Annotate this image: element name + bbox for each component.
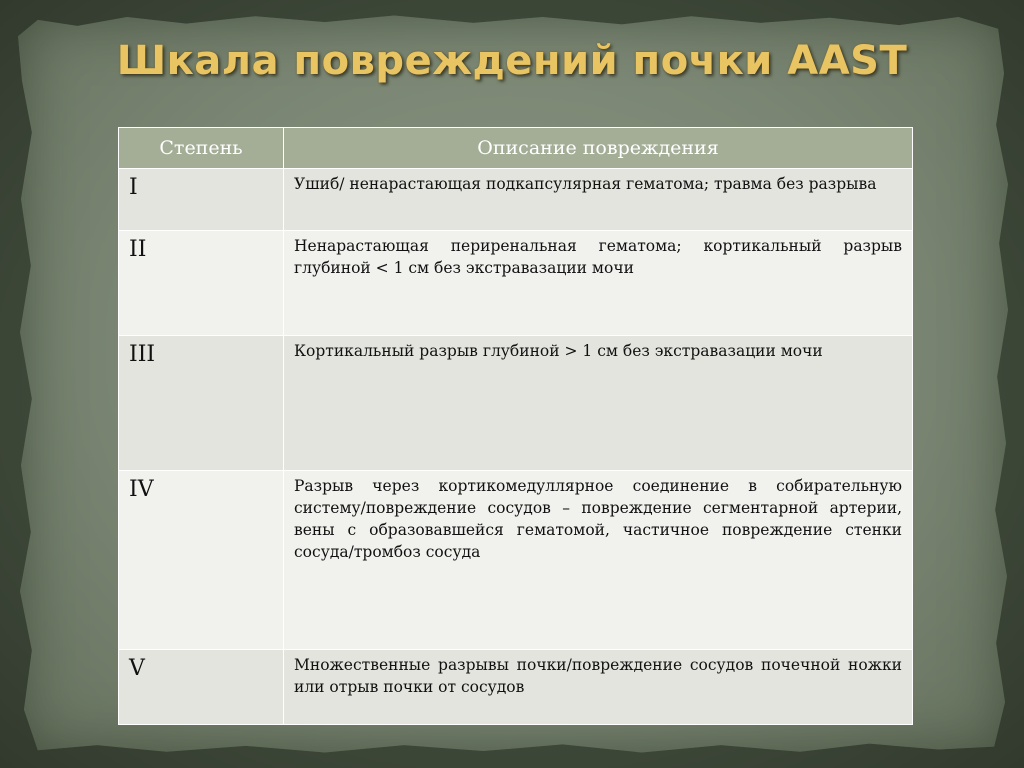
header-description: Описание повреждения xyxy=(284,128,913,169)
description-cell: Ненарастающая периренальная гематома; кортикальный разрыв глубиной < 1 см без экстравазации мочи xyxy=(284,231,913,336)
aast-grade-table xyxy=(118,127,913,725)
table-header-row xyxy=(119,128,913,169)
table-row xyxy=(119,471,913,650)
header-grade: Степень xyxy=(119,128,284,169)
grade-cell: I xyxy=(119,169,284,231)
grade-cell: II xyxy=(119,231,284,336)
description-cell: Ушиб/ ненарастающая подкапсулярная гематома; травма без разрыва xyxy=(284,169,913,231)
grade-cell: III xyxy=(119,336,284,471)
table-row xyxy=(119,336,913,471)
table-row xyxy=(119,169,913,231)
description-cell: Множественные разрывы почки/повреждение сосудов почечной ножки или отрыв почки от сосудов xyxy=(284,650,913,725)
description-cell: Кортикальный разрыв глубиной > 1 см без экстравазации мочи xyxy=(284,336,913,471)
slide-title: Шкала повреждений почки AAST xyxy=(116,38,908,84)
table-row xyxy=(119,231,913,336)
description-cell: Разрыв через кортикомедуллярное соединение в собирательную систему/повреждение сосудов – повреждение сегментарной артерии, вены с образовавшейся гематомой, частичное повреждение стенки сосуда/тромбоз сосуда xyxy=(284,471,913,650)
grade-cell: V xyxy=(119,650,284,725)
grade-cell: IV xyxy=(119,471,284,650)
table-row xyxy=(119,650,913,725)
